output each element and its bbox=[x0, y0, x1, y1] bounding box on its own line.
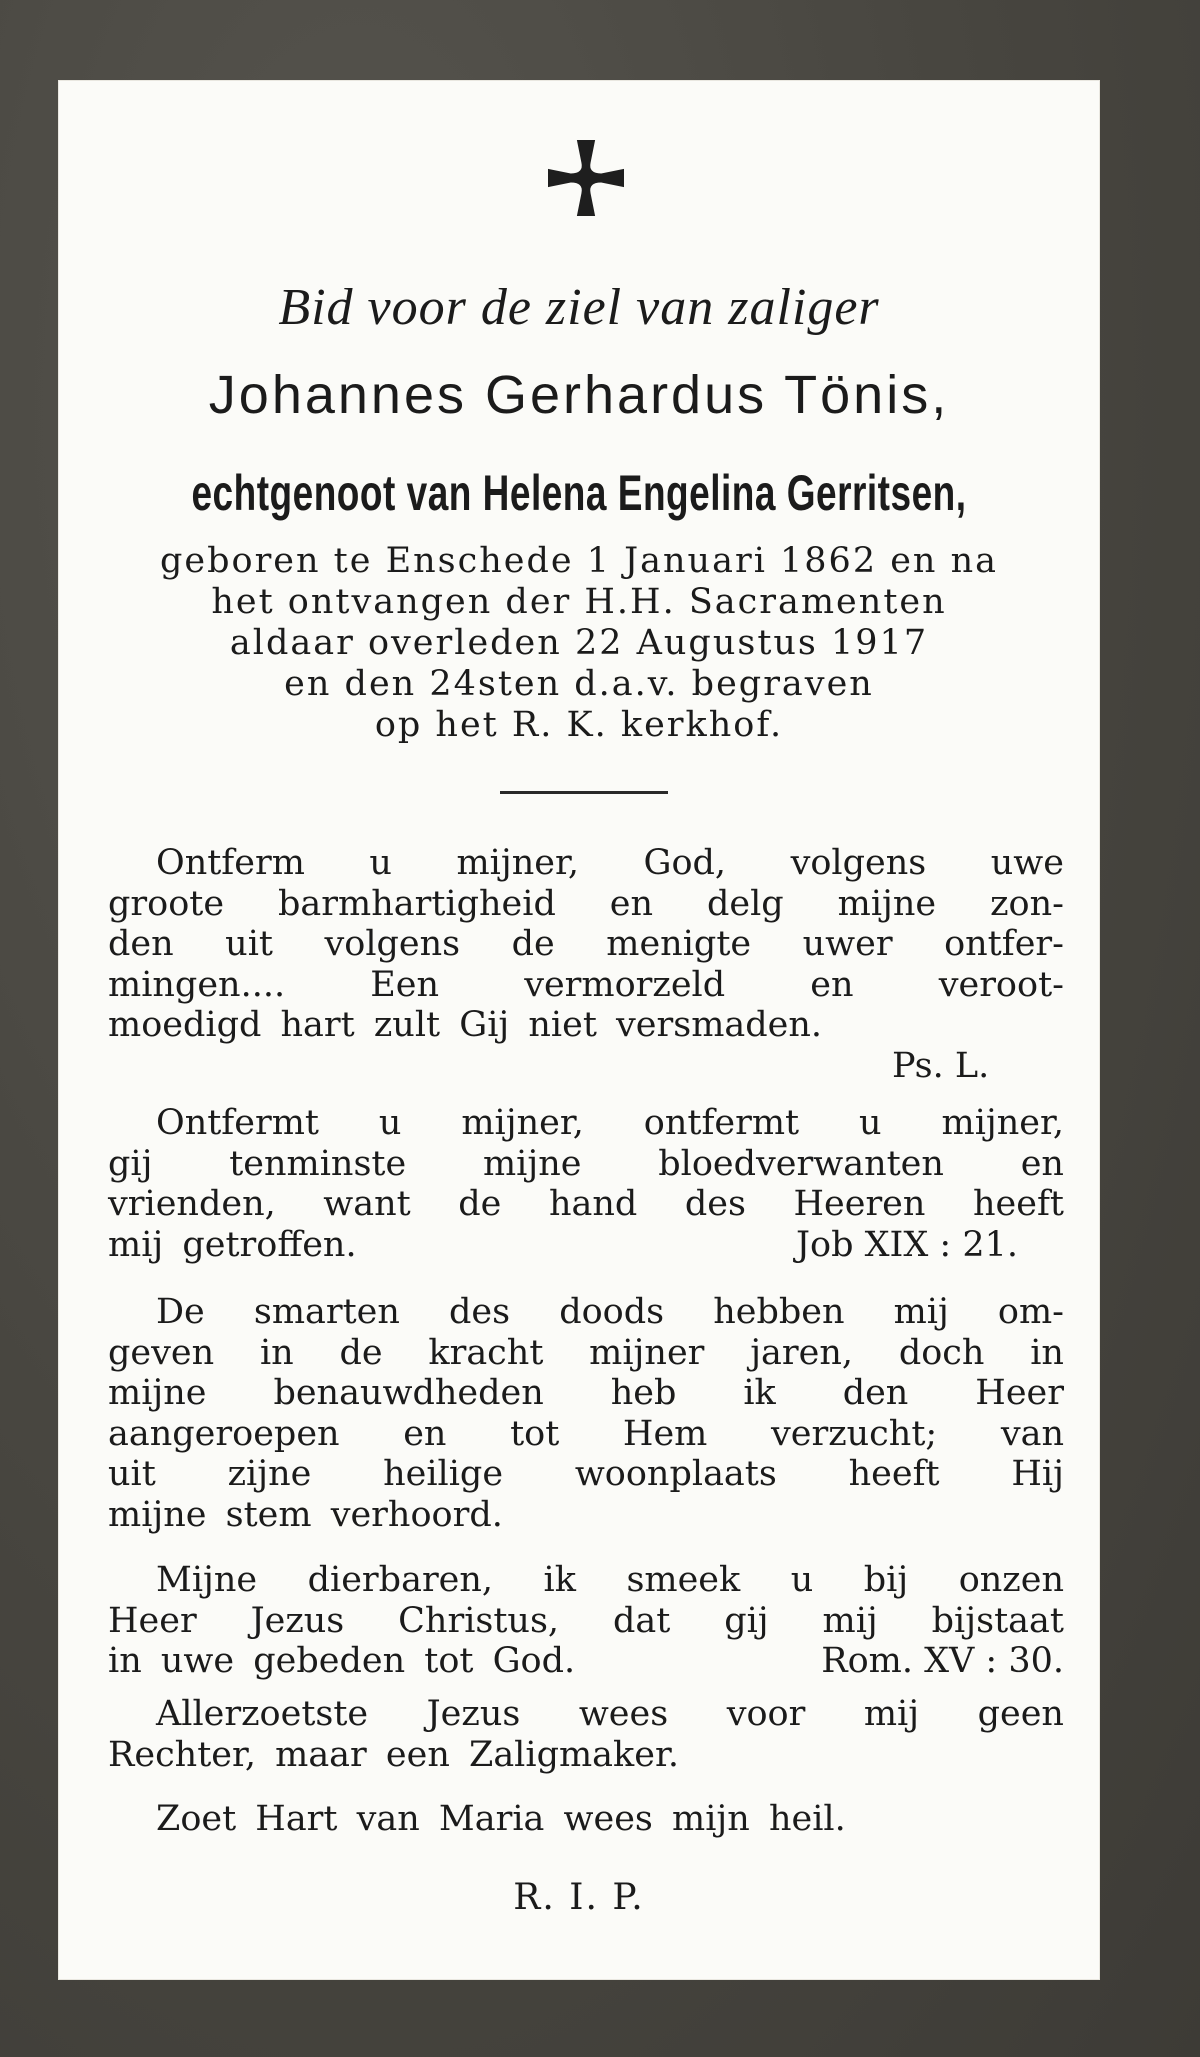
prayer-word: gebeden bbox=[234, 1641, 406, 1681]
prayer-word: in bbox=[108, 1641, 142, 1681]
prayer-word: niet bbox=[509, 1005, 597, 1045]
prayer-word: woonplaats bbox=[574, 1454, 777, 1494]
prayer-word: doch bbox=[898, 1332, 985, 1373]
prayer-word: bij bbox=[863, 1560, 909, 1600]
prayer-word: mijner, bbox=[941, 1103, 1064, 1143]
prayer-word: zijne bbox=[227, 1454, 312, 1494]
bio-line: en den 24sten d.a.v. begraven bbox=[284, 664, 874, 704]
prayer-word: gij bbox=[724, 1600, 769, 1641]
prayer-line bbox=[156, 1560, 1064, 1600]
prayer-word: Ontfermt bbox=[156, 1103, 319, 1143]
prayer-word: benauwdheden bbox=[273, 1373, 544, 1413]
prayer-word: ontfer- bbox=[944, 924, 1064, 964]
prayer-word: bloedverwanten bbox=[658, 1143, 944, 1184]
prayer-word: stem bbox=[206, 1494, 312, 1535]
prayer-word: onzen bbox=[958, 1560, 1064, 1600]
prayer-word: den bbox=[842, 1373, 909, 1413]
prayer-word: en bbox=[609, 883, 654, 924]
prayer-word: jaren, bbox=[750, 1332, 854, 1373]
prayer-line bbox=[108, 1184, 1064, 1224]
prayer-line bbox=[108, 1494, 503, 1535]
prayer-line bbox=[108, 883, 1064, 924]
prayer-word: uit bbox=[225, 924, 273, 964]
prayer-word: Allerzoetste bbox=[156, 1694, 369, 1734]
prayer-word: ontfermt bbox=[643, 1103, 800, 1143]
prayer-line bbox=[108, 1005, 823, 1045]
prayer-word: mij bbox=[893, 1292, 949, 1332]
rip-closing: R. I. P. bbox=[513, 1877, 645, 1918]
prayer-word: Christus, bbox=[398, 1600, 560, 1641]
prayer-word: De bbox=[156, 1292, 205, 1332]
bio-line: op het R. K. kerkhof. bbox=[374, 705, 784, 745]
prayer-word: van bbox=[1000, 1413, 1064, 1454]
prayer-word: dat bbox=[612, 1600, 671, 1641]
prayer-word: bijstaat bbox=[931, 1600, 1064, 1641]
prayer-word: des bbox=[449, 1292, 511, 1332]
prayer-word: geven bbox=[108, 1332, 215, 1373]
prayer-word: u bbox=[790, 1560, 814, 1600]
prayer-word: van bbox=[337, 1799, 420, 1839]
prayer-word: heb bbox=[610, 1373, 677, 1413]
prayer-word: uwe bbox=[990, 843, 1064, 883]
prayer-word: Heeren bbox=[793, 1184, 926, 1224]
prayer-word: u bbox=[369, 843, 392, 883]
prayer-word: Een bbox=[370, 964, 440, 1005]
prayer-word: voor bbox=[726, 1694, 806, 1734]
prayer-word: delg bbox=[707, 883, 784, 924]
prayer-word: des bbox=[684, 1184, 746, 1224]
prayer-word: tot bbox=[510, 1413, 560, 1454]
prayer-word: God, bbox=[643, 843, 727, 883]
prayer-word: zon- bbox=[990, 883, 1064, 924]
prayer-word: tot bbox=[405, 1641, 474, 1681]
prayer-line bbox=[108, 1373, 1064, 1413]
prayer-word: tenminste bbox=[229, 1143, 407, 1184]
prayer-word: kracht bbox=[428, 1332, 544, 1373]
prayer-word: Heer bbox=[108, 1600, 197, 1641]
bio-line: geboren te Enschede 1 Januari 1862 en na bbox=[159, 541, 999, 581]
prayer-word: zult bbox=[354, 1005, 441, 1045]
prayer-word: vermorzeld bbox=[524, 964, 726, 1005]
prayer-word: ik bbox=[743, 1373, 776, 1413]
prayer-word: in bbox=[259, 1332, 294, 1373]
prayer-word: uwe bbox=[141, 1641, 235, 1681]
prayer-word: uwer bbox=[802, 924, 893, 964]
prayer-word: want bbox=[323, 1184, 411, 1224]
prayer-word: ik bbox=[543, 1560, 576, 1600]
spouse-line: echtgenoot van Helena Engelina Gerritsen, bbox=[191, 465, 967, 521]
prayer-word: Gij bbox=[440, 1005, 510, 1045]
prayer-word: mijne bbox=[108, 1494, 207, 1535]
invocation-text: Bid voor de ziel van zaliger bbox=[278, 279, 880, 336]
deceased-name: Johannes Gerhardus Tönis, bbox=[208, 365, 950, 425]
prayer-word: Jezus bbox=[250, 1600, 345, 1641]
prayer-word: mijner, bbox=[456, 843, 579, 883]
prayer-word: Zaligmaker. bbox=[449, 1734, 679, 1775]
prayer-word: Mijne bbox=[156, 1560, 258, 1600]
prayer-word: God. bbox=[473, 1641, 576, 1681]
prayer-word: mingen.... bbox=[108, 964, 286, 1005]
prayer-word: volgens bbox=[790, 843, 927, 883]
prayer-word: maar bbox=[256, 1734, 367, 1775]
prayer-word: doods bbox=[559, 1292, 665, 1332]
prayer-word: mijne bbox=[108, 1373, 207, 1413]
prayer-word: veroot- bbox=[938, 964, 1064, 1005]
prayer-word: gij bbox=[108, 1143, 153, 1184]
prayer-word: mij bbox=[863, 1694, 920, 1734]
prayer-word: hart bbox=[261, 1005, 355, 1045]
prayer-word: hebben bbox=[713, 1292, 845, 1332]
prayer-word: u bbox=[378, 1103, 402, 1143]
prayer-line bbox=[156, 1799, 846, 1839]
prayer-word: mijn bbox=[652, 1799, 750, 1839]
scripture-reference: Ps. L. bbox=[892, 1045, 990, 1086]
prayer-line bbox=[108, 924, 1064, 964]
prayer-word: verhoord. bbox=[311, 1494, 503, 1535]
prayer-word: vrienden, bbox=[108, 1184, 276, 1224]
prayer-word: en bbox=[1020, 1143, 1064, 1184]
prayer-word: u bbox=[859, 1103, 882, 1143]
prayer-word: uit bbox=[108, 1454, 156, 1494]
prayer-word: moedigd bbox=[108, 1005, 262, 1045]
prayer-word: mij bbox=[108, 1224, 164, 1265]
prayer-word: Hart bbox=[236, 1799, 338, 1839]
prayer-word: de bbox=[458, 1184, 502, 1224]
prayer-word: mijne bbox=[482, 1143, 582, 1184]
prayer-word: Hij bbox=[1011, 1454, 1064, 1494]
prayer-word: smeek bbox=[626, 1560, 741, 1600]
prayer-word: versmaden. bbox=[596, 1005, 823, 1045]
prayer-word: Rechter, bbox=[108, 1734, 256, 1775]
prayer-word: Zoet bbox=[156, 1799, 237, 1839]
divider bbox=[500, 791, 668, 794]
prayer-word: Heer bbox=[975, 1373, 1064, 1413]
bio-line: het ontvangen der H.H. Sacramenten bbox=[211, 582, 947, 622]
prayer-word: groote bbox=[108, 883, 225, 924]
prayer-word: hand bbox=[548, 1184, 638, 1224]
prayer-word: heilige bbox=[383, 1454, 504, 1494]
prayer-word: heil. bbox=[749, 1799, 846, 1839]
scripture-reference: Job XIX : 21. bbox=[796, 1224, 1018, 1265]
prayer-word: Jezus bbox=[426, 1694, 521, 1734]
prayer-word: in bbox=[1030, 1332, 1064, 1373]
prayer-word: verzucht; bbox=[770, 1413, 938, 1454]
prayer-line bbox=[108, 1224, 357, 1265]
prayer-word: menigte bbox=[606, 924, 752, 964]
prayer-word: barmhartigheid bbox=[278, 883, 556, 924]
prayer-line bbox=[108, 1332, 1064, 1373]
prayer-word: en bbox=[810, 964, 854, 1005]
prayer-word: en bbox=[403, 1413, 447, 1454]
prayer-line bbox=[108, 964, 1064, 1005]
prayer-word: volgens bbox=[324, 924, 461, 964]
prayer-word: den bbox=[108, 924, 174, 964]
prayer-word: dierbaren, bbox=[307, 1560, 494, 1600]
prayer-line bbox=[108, 1641, 576, 1681]
prayer-word: mijner, bbox=[461, 1103, 584, 1143]
prayer-line bbox=[156, 1103, 1064, 1143]
prayer-word: smarten bbox=[253, 1292, 400, 1332]
cross-pattee-icon bbox=[548, 140, 624, 216]
prayer-word: aangeroepen bbox=[108, 1413, 340, 1454]
prayer-word: heeft bbox=[972, 1184, 1064, 1224]
prayer-word: wees bbox=[544, 1799, 653, 1839]
prayer-line bbox=[156, 1694, 1064, 1734]
prayer-word: mijner bbox=[589, 1332, 705, 1373]
prayer-word: mij bbox=[822, 1600, 878, 1641]
prayer-line bbox=[108, 1413, 1064, 1454]
prayer-line bbox=[108, 1143, 1064, 1184]
prayer-word: mijne bbox=[837, 883, 937, 924]
prayer-word: Ontferm bbox=[156, 843, 305, 883]
prayer-word: heeft bbox=[848, 1454, 940, 1494]
prayer-word: geen bbox=[977, 1694, 1064, 1734]
prayer-line bbox=[156, 843, 1064, 883]
prayer-line bbox=[156, 1292, 1064, 1332]
prayer-line bbox=[108, 1454, 1064, 1494]
prayer-line bbox=[108, 1600, 1064, 1641]
bio-line: aldaar overleden 22 Augustus 1917 bbox=[229, 623, 929, 663]
prayer-word: Maria bbox=[419, 1799, 545, 1839]
prayer-word: Hem bbox=[622, 1413, 708, 1454]
prayer-word: om- bbox=[997, 1292, 1064, 1332]
prayer-word: de bbox=[339, 1332, 383, 1373]
prayer-word: getroffen. bbox=[163, 1224, 357, 1265]
prayer-word: wees bbox=[578, 1694, 669, 1734]
prayer-line bbox=[108, 1734, 679, 1775]
scripture-reference: Rom. XV : 30. bbox=[821, 1641, 1064, 1681]
prayer-word: een bbox=[366, 1734, 450, 1775]
prayer-word: de bbox=[511, 924, 555, 964]
